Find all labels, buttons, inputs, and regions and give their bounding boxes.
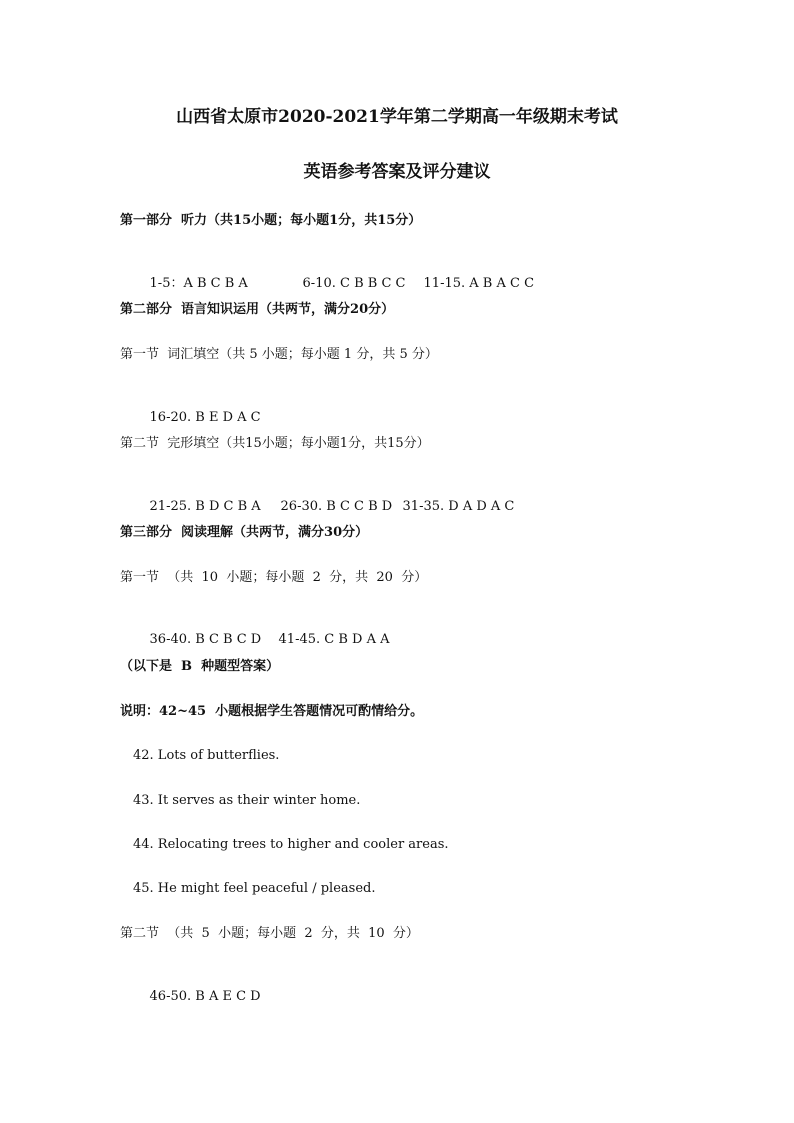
- part3-heading: 第三部分 阅读理解（共两节，满分30分）: [120, 525, 369, 540]
- document-subtitle: 英语参考答案及评分建议: [303, 162, 491, 182]
- answer-group: 6-10. C B B C C: [302, 276, 406, 291]
- part1-heading: 第一部分 听力（共15小题；每小题1分，共15分）: [120, 213, 422, 228]
- document-title: 山西省太原市2020-2021学年第二学期高一年级期末考试: [176, 107, 618, 127]
- part3-section2-answers: [133, 970, 261, 1024]
- type-b-answer: 44. Relocating trees to higher and cooler areas.: [133, 837, 449, 852]
- answer-group: 46-50. B A E C D: [149, 989, 261, 1004]
- type-b-note: （以下是 B 种题型答案）: [120, 659, 280, 674]
- answer-group: 11-15. A B A C C: [423, 276, 535, 291]
- answer-group: 31-35. D A D A C: [402, 499, 515, 514]
- part3-section1-heading: 第一节 （共 10 小题；每小题 2 分，共 20 分）: [120, 570, 428, 585]
- answer-group: 41-45. C B D A A: [278, 632, 390, 647]
- part3-section2-heading: 第二节 （共 5 小题；每小题 2 分，共 10 分）: [120, 926, 419, 941]
- type-b-answer: 42. Lots of butterflies.: [133, 748, 280, 763]
- type-b-answer: 43. It serves as their winter home.: [133, 793, 361, 808]
- answer-group: 26-30. B C C B D: [280, 499, 393, 514]
- answer-group: 1-5：A B C B A: [149, 276, 248, 291]
- answer-group: 36-40. B C B C D: [149, 632, 262, 647]
- answer-group: 21-25. B D C B A: [149, 499, 261, 514]
- part2-heading: 第二部分 语言知识运用（共两节，满分20分）: [120, 302, 395, 317]
- part2-section1-heading: 第一节 词汇填空（共 5 小题；每小题 1 分，共 5 分）: [120, 347, 438, 362]
- explanation-note: 说明：42~45 小题根据学生答题情况可酌情给分。: [120, 704, 424, 719]
- part2-section2-heading: 第二节 完形填空（共15小题；每小题1分，共15分）: [120, 436, 430, 451]
- type-b-answer: 45. He might feel peaceful / pleased.: [133, 881, 376, 896]
- answer-group: 16-20. B E D A C: [149, 410, 261, 425]
